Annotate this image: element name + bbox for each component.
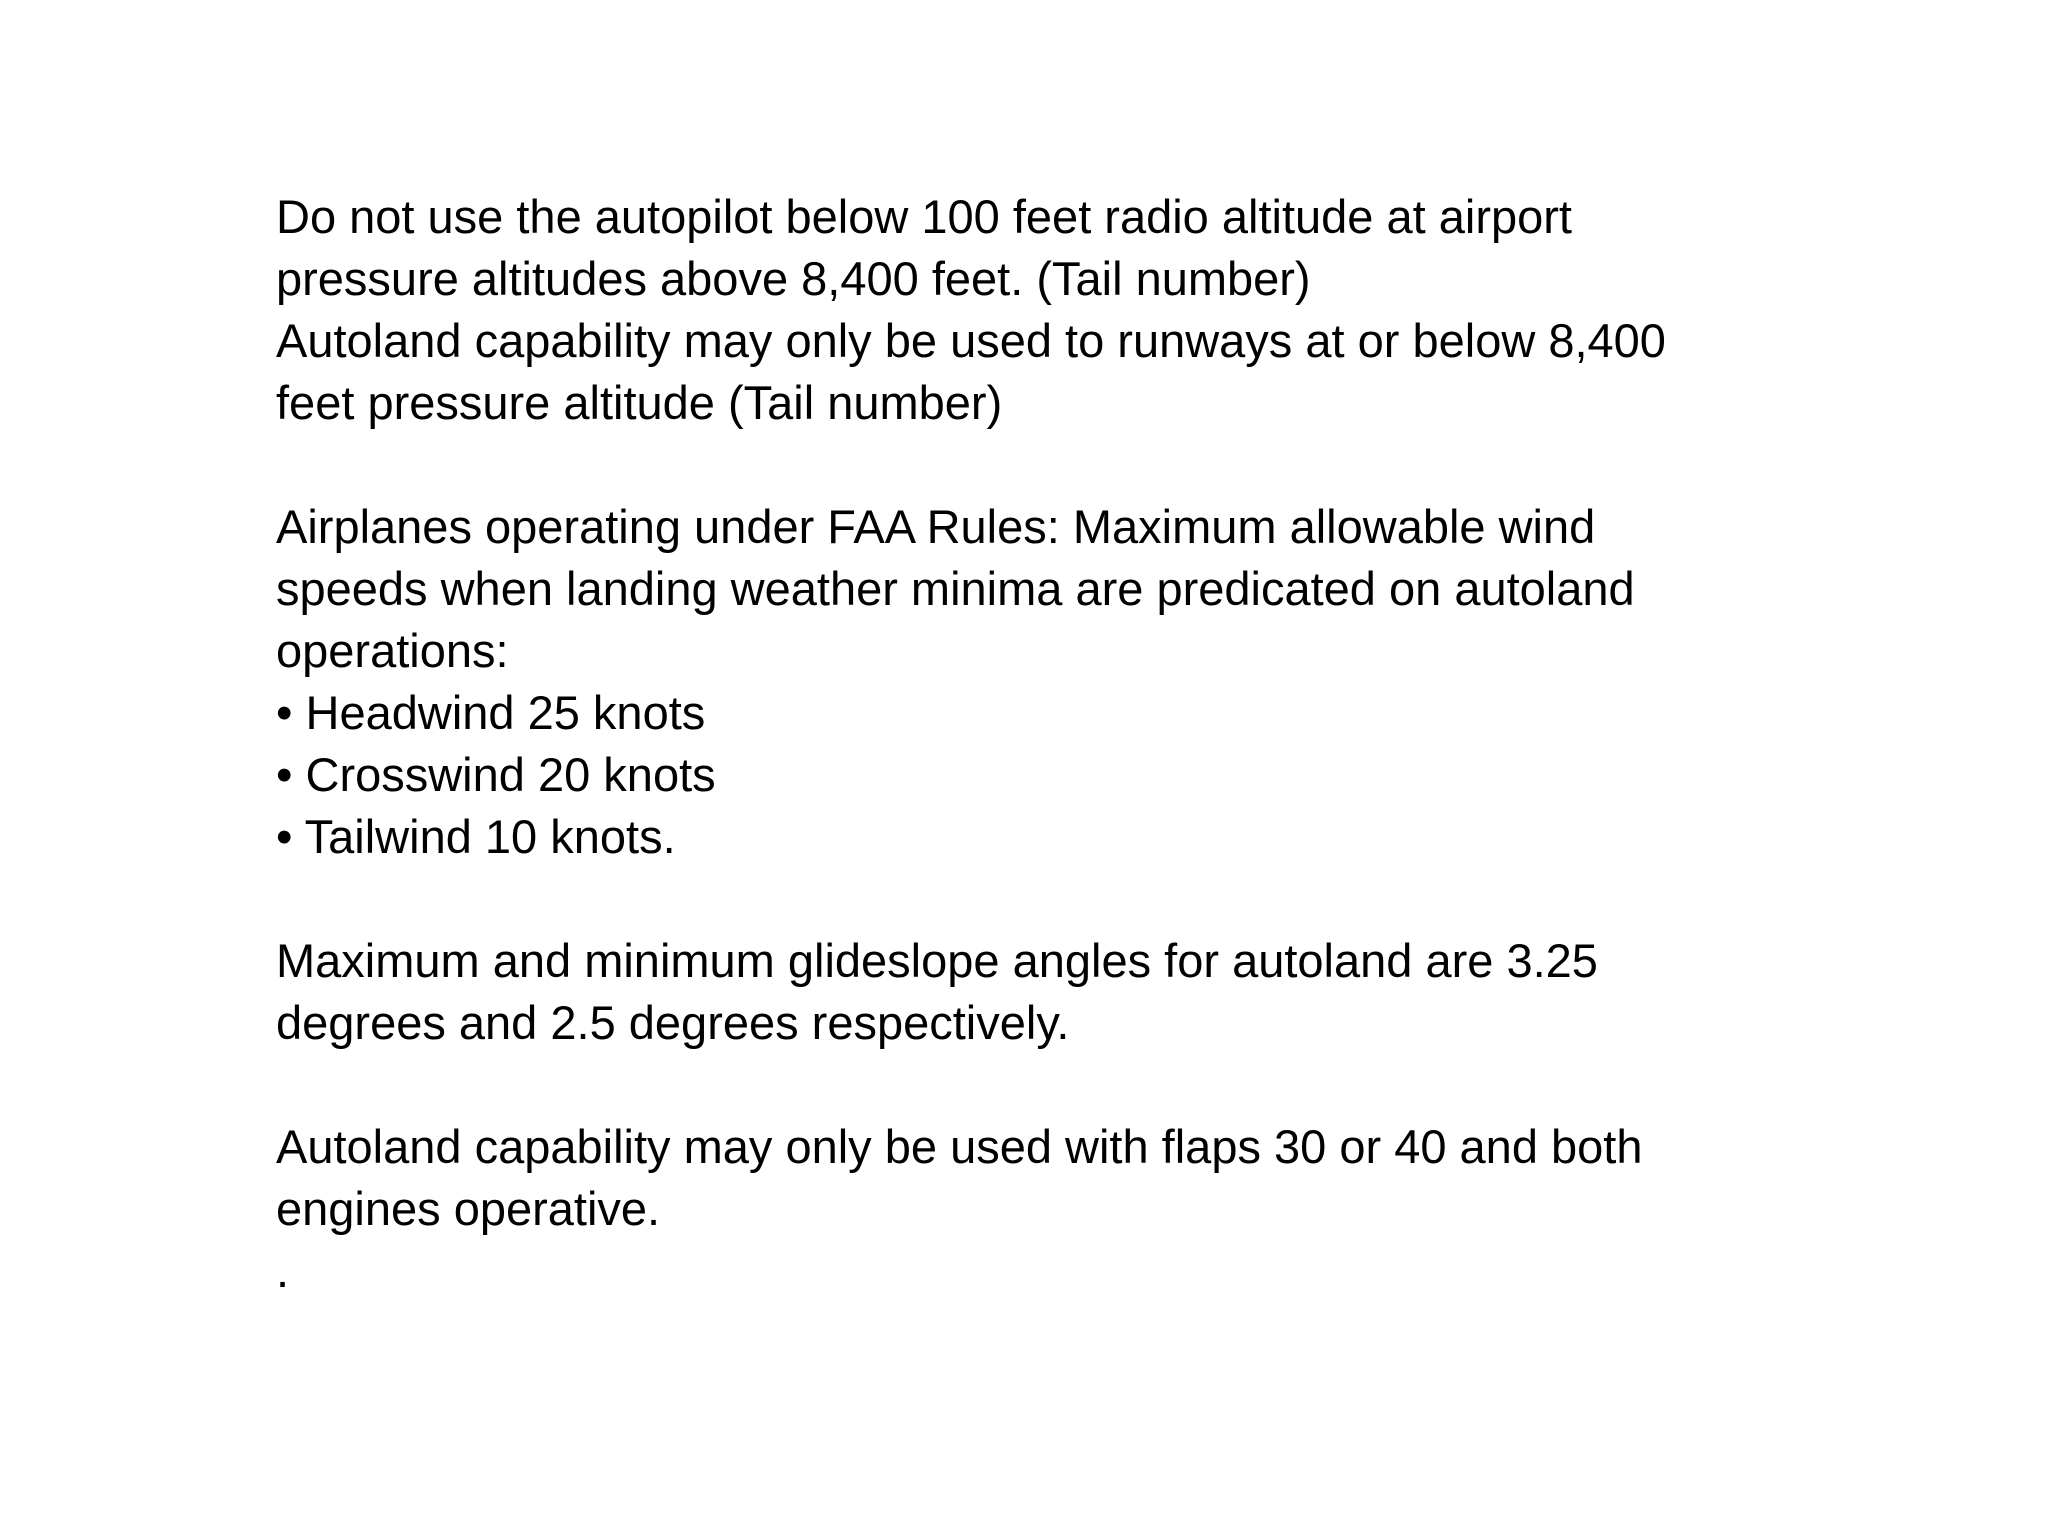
paragraph-spacer [276,868,1836,930]
text-line: engines operative. [276,1182,661,1235]
paragraph-flaps-engines [276,1116,1836,1302]
bullet-item-tailwind: • Tailwind 10 knots. [276,810,676,863]
text-line: operations: [276,624,509,677]
bullet-item-headwind: • Headwind 25 knots [276,686,706,739]
paragraph-spacer [276,434,1836,496]
text-line: feet pressure altitude (Tail number) [276,376,1003,429]
text-line: speeds when landing weather minima are predicated on autoland [276,562,1635,615]
text-line: Maximum and minimum glideslope angles for autoland are 3.25 [276,934,1598,987]
body-text [276,186,1836,1302]
text-line: degrees and 2.5 degrees respectively. [276,996,1070,1049]
paragraph-wind-limits [276,496,1836,868]
text-line: Airplanes operating under FAA Rules: Maximum allowable wind [276,500,1596,553]
paragraph-glideslope-limits [276,930,1836,1054]
paragraph-spacer [276,1054,1836,1116]
text-line: Autoland capability may only be used to runways at or below 8,400 [276,314,1666,367]
text-line: pressure altitudes above 8,400 feet. (Tail number) [276,252,1311,305]
paragraph-autopilot-limits [276,186,1836,434]
text-line: . [276,1244,290,1297]
text-line: Do not use the autopilot below 100 feet radio altitude at airport [276,190,1572,243]
text-line: Autoland capability may only be used with flaps 30 or 40 and both [276,1120,1643,1173]
bullet-item-crosswind: • Crosswind 20 knots [276,748,716,801]
